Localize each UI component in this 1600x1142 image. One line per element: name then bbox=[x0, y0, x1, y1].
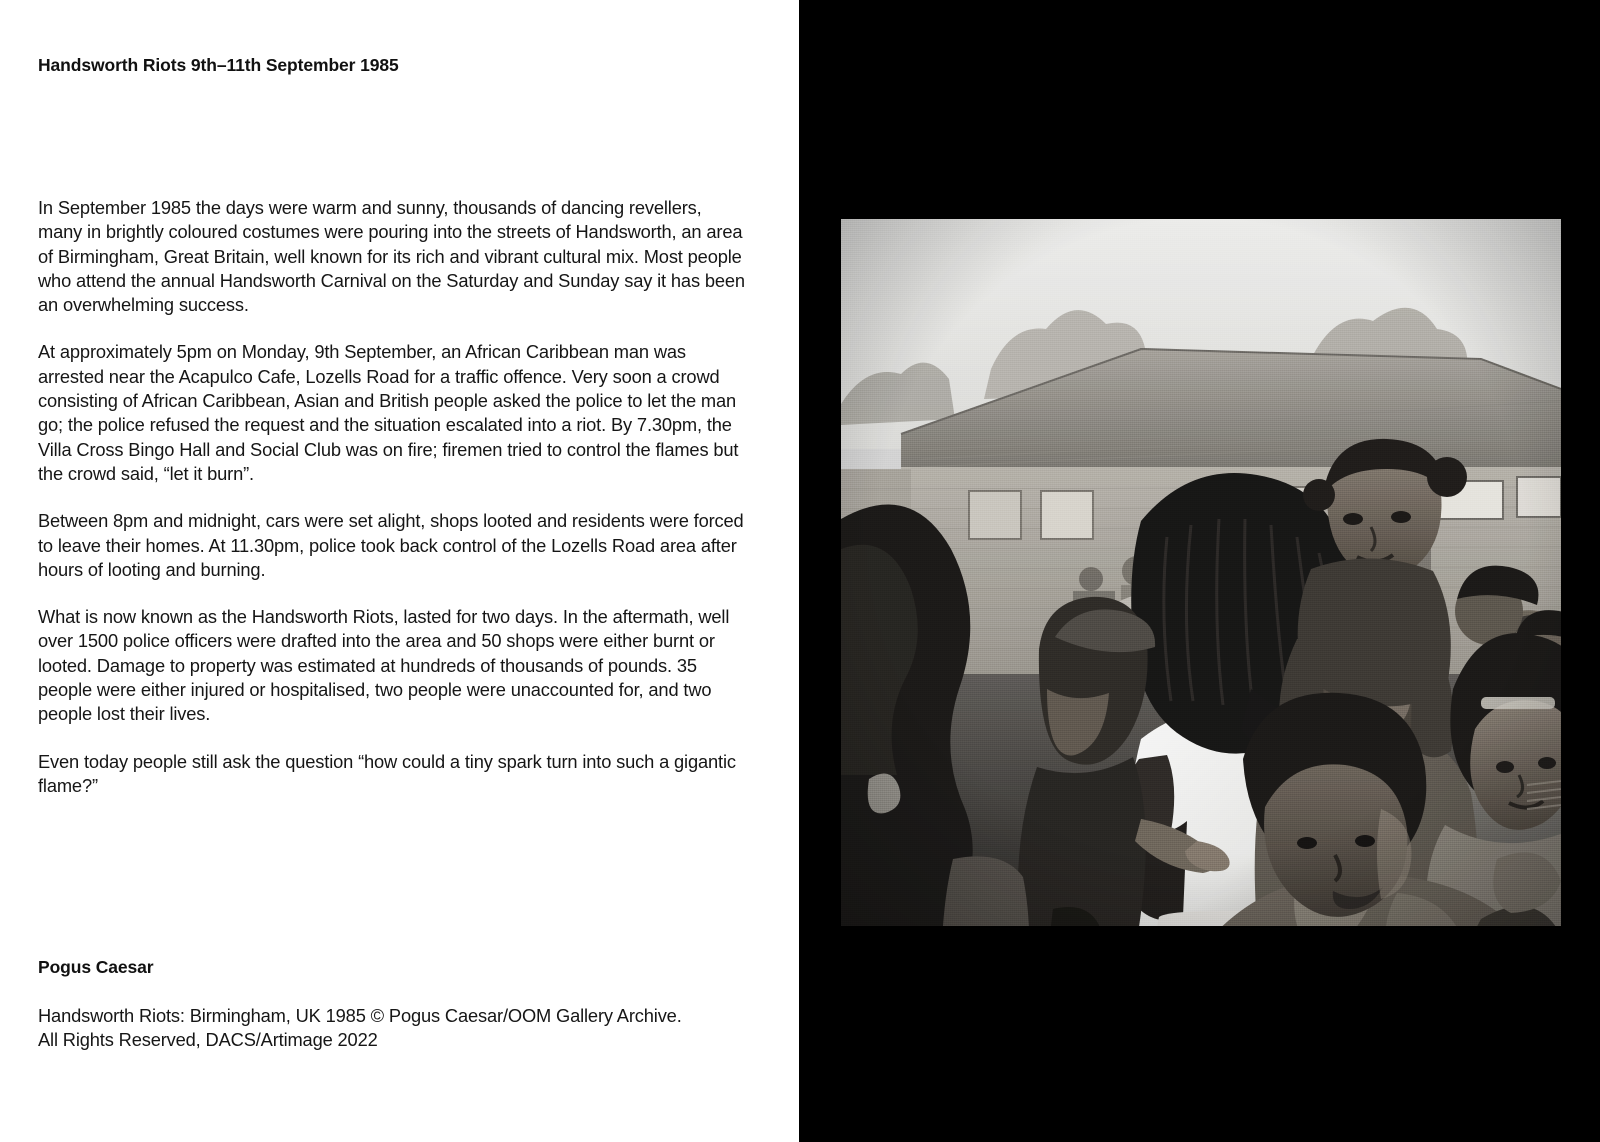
image-panel bbox=[799, 0, 1600, 1142]
credit-line-1: Handsworth Riots: Birmingham, UK 1985 © Pogus Caesar/OOM Gallery Archive. bbox=[38, 1005, 682, 1026]
paragraph-1: In September 1985 the days were warm and sunny, thousands of dancing revellers, many in brightly coloured costumes were pouring into the streets of Handsworth, an area of Birmingham, Great Britain, well known for its rich and vibrant cultural mix. Most people who attend the annual Handsworth Carnival on the Saturday and Sunday say it has been an overwhelming success. bbox=[38, 197, 745, 316]
paragraph-5: Even today people still ask the question “how could a tiny spark turn into such a gigantic flame?” bbox=[38, 750, 736, 796]
photograph-artwork bbox=[841, 219, 1561, 926]
credit-line-2: All Rights Reserved, DACS/Artimage 2022 bbox=[38, 1029, 378, 1051]
text-panel bbox=[0, 0, 799, 1142]
page-title: Handsworth Riots 9th–11th September 1985 bbox=[38, 55, 399, 75]
copyright-credit bbox=[38, 1004, 768, 1053]
photograph bbox=[841, 219, 1561, 926]
paragraph-3: Between 8pm and midnight, cars were set alight, shops looted and residents were forced to leave their homes. At 11.30pm, police took back control of the Lozells Road area after hours of looting and burning. bbox=[38, 510, 744, 580]
body-text bbox=[38, 196, 750, 798]
paragraph-4: What is now known as the Handsworth Riots, lasted for two days. In the aftermath, well over 1500 police officers were drafted into the area and 50 shops were either burnt or looted. Damage to property was estimated at hundreds of thousands of pounds. 35 people were either injured or hospitalised, two people were unaccounted for, and two people lost their lives. bbox=[38, 606, 730, 725]
artist-name: Pogus Caesar bbox=[38, 957, 154, 977]
paragraph-2: At approximately 5pm on Monday, 9th September, an African Caribbean man was arrested near the Acapulco Cafe, Lozells Road for a traffic offence. Very soon a crowd consisting of African Caribbean, Asian and British people asked the police to let the man go; the police refused the request and the situation escalated into a riot. By 7.30pm, the Villa Cross Bingo Hall and Social Club was on fire; firemen tried to control the flames but the crowd said, “let it burn”. bbox=[38, 341, 739, 484]
